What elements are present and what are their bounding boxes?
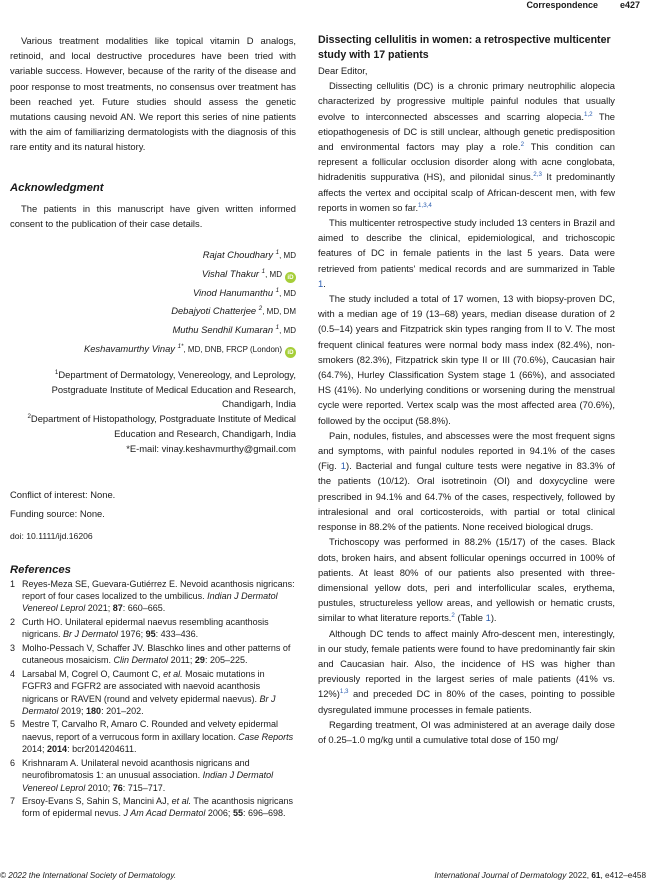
reference-year: 1976; xyxy=(118,629,146,640)
reference-number: 3 xyxy=(10,642,16,653)
affiliation-1-text: Department of Dermatology, Venereology, and Leprology, Postgraduate Institute of Medical Education and Research, Chandigarh, India xyxy=(51,368,296,410)
p5-text-a: Trichoscopy was performed in 88.2% (15/17) of the cases. Black dots, broken hairs, and absent follicular openings occurred in 100% of patients. At least 80% of our patients also presented with three-dimensional yellow dots, peri and interfollicular scales, erythema, pustules, structureless yellow areas, and yellowish or hematic crusts, similar to what literature reports. xyxy=(318,536,615,624)
journal-year: 2022, xyxy=(566,871,592,880)
copyright-footer: © 2022 the International Society of Dermatology. xyxy=(0,871,177,880)
reference-etal: et al. xyxy=(163,668,183,679)
reference-year: 2021; xyxy=(85,603,113,614)
reference-year: 2011; xyxy=(168,655,195,666)
running-header xyxy=(504,0,640,10)
funding-statement: Funding source: None. xyxy=(10,507,105,519)
author-row xyxy=(10,302,296,321)
author-degree: , MD xyxy=(279,326,296,336)
author-degree: , MD xyxy=(279,251,296,261)
references-heading: References xyxy=(10,563,71,576)
author-degree: , MD, DNB, FRCP (London) xyxy=(183,345,282,355)
author-name: Debajyoti Chatterjee xyxy=(171,305,257,317)
reference-number: 4 xyxy=(10,668,16,679)
p2-text-b: . xyxy=(323,277,326,289)
reference-pages: : 433–436. xyxy=(155,629,199,640)
p1-text-c: This condition can represent a follicular occlusion disorder along with acne conglobata, hidradenitis suppurativa (HS), and pilonidal sinus. xyxy=(318,141,615,183)
reference-journal: Clin Dermatol xyxy=(113,655,169,666)
p6-text-a: Although DC tends to affect mainly Afro-descent men, interestingly, in our study, female patients were found to have predominantly fair skin and Caucasian hair. Also, the incidence of HS was higher than previously reported in the largest series of male patients (41% vs. 12%) xyxy=(318,627,615,700)
reference-journal: Case Reports xyxy=(238,731,294,742)
paragraph-trichoscopy xyxy=(318,534,615,625)
reference-number: 7 xyxy=(10,796,16,807)
reference-volume: 29 xyxy=(194,655,205,666)
p6-text-b: and preceded DC in 80% of the cases, pointing to possible dysregulated immune processes in female patients. xyxy=(318,688,615,715)
citation-1-3[interactable]: 1,3 xyxy=(339,688,349,696)
author-affiliation: 1 xyxy=(275,286,280,294)
reference-journal: Indian J Dermatol Venereol Leprol xyxy=(22,591,278,614)
doi[interactable]: doi: 10.1111/ijd.16206 xyxy=(10,530,93,541)
page-number: e427 xyxy=(619,0,640,10)
p4-text-a: Pain, nodules, fistules, and abscesses were the most frequent signs and symptoms, with painful nodules reported in 94.1% of the cases (Fig. xyxy=(318,429,615,472)
reference-authors: Reyes-Meza SE, Guevara-Gutiérrez E. Nevoid acanthosis nigricans: report of four cases localized to the umbilicus. xyxy=(22,578,295,601)
author-list xyxy=(10,246,296,359)
p1-text-a: Dissecting cellulitis (DC) is a chronic primary neutrophilic alopecia characterized by progressive multiple painful nodules that usually evolve to interconnected abscesses and scarring alopecia. xyxy=(318,80,615,122)
author-row xyxy=(10,284,296,303)
author-name: Vishal Thakur xyxy=(201,267,260,279)
reference-pages: : 205–225. xyxy=(204,655,248,666)
journal-footer xyxy=(434,871,646,880)
p5-text-c: ). xyxy=(490,612,497,624)
paragraph-intro xyxy=(318,78,615,215)
author-row xyxy=(10,340,296,359)
reference-journal: Br J Dermatol xyxy=(63,629,119,640)
journal-name: International Journal of Dermatology xyxy=(434,871,567,880)
paragraph-discussion xyxy=(318,626,615,717)
author-degree: , MD xyxy=(265,269,282,279)
paragraph-methods xyxy=(318,215,615,291)
reference-item xyxy=(10,642,296,667)
reference-volume: 95 xyxy=(145,629,156,640)
reference-etal: et al. xyxy=(171,796,192,807)
salutation: Dear Editor, xyxy=(318,65,368,76)
reference-volume: 180 xyxy=(86,705,102,716)
author-degree: , MD, DM xyxy=(262,307,296,317)
reference-authors: Krishnaram A. Unilateral nevoid acanthosis nigricans and neurofibromatosis 1: an unusual association. xyxy=(22,757,250,781)
paragraph-symptoms xyxy=(318,428,615,534)
orcid-icon[interactable]: iD xyxy=(285,347,296,358)
p4-text-b: ). Bacterial and fungal culture tests were negative in 83.3% of the patients (10/12). Oral isotretinoin (OI) and doxycycline were prescribed in 94.1% and 64.7% of the cases, respectively, followed by intralesional and oral corticosteroids, with partial or total clinical response in 88.2% of the patients. None received biological drugs. xyxy=(318,460,615,533)
table-1-link-2[interactable]: 1 xyxy=(485,612,491,624)
reference-authors: Ersoy-Evans S, Sahin S, Mancini AJ, xyxy=(22,796,172,807)
corresponding-email[interactable]: *E-mail: vinay.keshavmurthy@gmail.com xyxy=(126,442,296,454)
reference-item xyxy=(10,616,296,641)
affiliation-1 xyxy=(10,368,296,412)
citation-2-3[interactable]: 2,3 xyxy=(533,171,542,179)
affiliation-2-number: 2 xyxy=(27,413,31,421)
reference-authors: Mestre T, Carvalho R, Amaro C. Rounded and velvety epidermal naevus, report of a verrucous form in axillary location. xyxy=(22,719,278,742)
reference-year: 2010; xyxy=(85,782,113,793)
author-name: Muthu Sendhil Kumaran xyxy=(172,324,274,336)
author-row xyxy=(10,246,296,265)
author-affiliation: 1 xyxy=(275,324,280,332)
affiliation-2-text: Department of Histopathology, Postgraduate Institute of Medical Education and Research, Chandigarh, India xyxy=(30,413,296,439)
p1-text-d: It predominantly affects the vertex and occipital scalp of African-descent men, with few reports in women so far. xyxy=(318,171,615,213)
citation-2[interactable]: 2 xyxy=(520,141,525,149)
reference-number: 2 xyxy=(10,616,16,627)
citation-2b[interactable]: 2 xyxy=(451,612,455,620)
right-column xyxy=(318,33,615,747)
reference-number: 5 xyxy=(10,719,16,730)
paragraph-results: The study included a total of 17 women, 13 with biopsy-proven DC, with a median age of 19 (13–68) years, median disease duration of 2 (0.5–14) years and Fitzpatrick skin types ranging from II to V. The most frequent clinical features were normal body mass index (82.4%), non-smokers (82.3%), Fitzpatrick skin type II or III (70.6%), Caucasian hair (64.7%), Hurley Classification System stage 1 (66%), and associated HS (41%). No underlying conditions or worsening during the menstrual cycle were reported. Vertex scalp was the most affected area (70.6%), followed by the occiput (58.8%). xyxy=(318,293,615,426)
reference-authors: Curth HO. Unilateral epidermal naevus resembling acanthosis nigricans. xyxy=(22,616,269,640)
orcid-icon[interactable]: iD xyxy=(285,272,296,283)
reference-pages: : 696–698. xyxy=(242,808,286,819)
reference-authors: Molho-Pessach V, Schaffer JV. Blaschko lines and other patterns of cutaneous mosaicism. xyxy=(22,642,291,666)
reference-pages: : 660–665. xyxy=(122,603,166,614)
reference-year: 2014; xyxy=(22,744,48,755)
reference-year: 2006; xyxy=(205,808,233,819)
author-row xyxy=(10,321,296,340)
p5-text-b: (Table xyxy=(454,612,486,624)
author-affiliation: 1 xyxy=(275,249,280,257)
author-name: Rajat Choudhary xyxy=(202,249,274,261)
citation-1-3-4[interactable]: 1,3,4 xyxy=(418,202,432,210)
author-name: Keshavamurthy Vinay xyxy=(83,343,175,355)
citation-1-2[interactable]: 1,2 xyxy=(583,110,593,118)
reference-item xyxy=(10,718,296,755)
table-1-link[interactable]: 1 xyxy=(318,277,324,289)
reference-number: 6 xyxy=(10,757,16,768)
left-column xyxy=(10,33,296,821)
reference-volume: 55 xyxy=(232,808,243,819)
reference-pages: : bcr2014204611. xyxy=(67,744,137,755)
reference-pages: : 715–717. xyxy=(122,782,166,793)
author-affiliation: 1* xyxy=(177,343,184,351)
author-row xyxy=(10,265,296,284)
reference-volume: 2014 xyxy=(47,744,68,755)
paragraph-treatment: Regarding treatment, OI was administered at an average daily dose of 0.25–1.0 mg/kg until a cumulative total dose of 150 mg/ xyxy=(318,718,615,745)
reference-journal: Br J Dermatol xyxy=(22,693,276,716)
author-name: Vinod Hanumanthu xyxy=(192,286,274,298)
reference-item xyxy=(10,757,296,794)
author-degree: , MD xyxy=(279,288,296,298)
reference-volume: 76 xyxy=(112,782,123,793)
author-affiliation: 1 xyxy=(261,268,266,276)
reference-title: The acanthosis nigricans form of epidermal nevus. xyxy=(22,796,293,819)
conflict-statement: Conflict of interest: None. xyxy=(10,488,116,500)
reference-year: 2019; xyxy=(58,705,87,716)
author-affiliation: 2 xyxy=(258,305,263,313)
acknowledgment-text: The patients in this manuscript have given written informed consent to the publication of their case details. xyxy=(10,202,296,229)
p1-text-b: The etiopathogenesis of DC is still unclear, although genetic predisposition and environmental factors may play a role. xyxy=(318,110,616,153)
section-label: Correspondence xyxy=(526,0,598,10)
reference-pages: : 201–202. xyxy=(101,705,144,716)
reference-journal: J Am Acad Dermatol xyxy=(123,808,206,819)
journal-volume: 61 xyxy=(591,871,601,880)
reference-volume: 87 xyxy=(112,603,123,614)
intro-paragraph: Various treatment modalities like topical vitamin D analogs, retinoid, and local destructive procedures have been tried with variable success. However, because of the rarity of the disease and poor response to most treatments, no consensus over treatment has been reached yet. Future studies should assess the genetic mutations causing nevoid AN. We report this series of nine patients with the aim of familiarizing dermatologists with the diagnosis of this rare entity and its natural history. xyxy=(10,35,296,153)
figure-1-link[interactable]: 1 xyxy=(340,460,346,472)
affiliation-2 xyxy=(10,412,296,442)
p2-text-a: This multicenter retrospective study included 13 centers in Brazil and aimed to describe the clinical, epidemiological, and trichoscopic features of DC in female patients in the last 5 years. Data were retrieved from patients' medical records and are summarized in Table xyxy=(318,217,615,274)
reference-journal: Indian J Dermatol Venereol Leprol xyxy=(22,770,274,793)
reference-authors: Larsabal M, Cogrel O, Caumont C, xyxy=(22,668,164,679)
reference-item xyxy=(10,668,296,718)
reference-item xyxy=(10,795,296,820)
article-title: Dissecting cellulitis in women: a retrospective multicenter study with 17 patients xyxy=(318,34,611,61)
journal-pages: , e412–e458 xyxy=(600,871,646,880)
reference-item xyxy=(10,578,296,615)
affiliation-1-number: 1 xyxy=(54,369,59,377)
reference-title: Mosaic mutations in FGFR3 and FGFR2 are associated with naevoid acanthosis nigricans or RAVEN (round and velvety epidermal naevus). xyxy=(22,668,265,704)
reference-list xyxy=(10,578,296,820)
reference-number: 1 xyxy=(10,578,16,589)
acknowledgment-heading: Acknowledgment xyxy=(10,181,104,194)
